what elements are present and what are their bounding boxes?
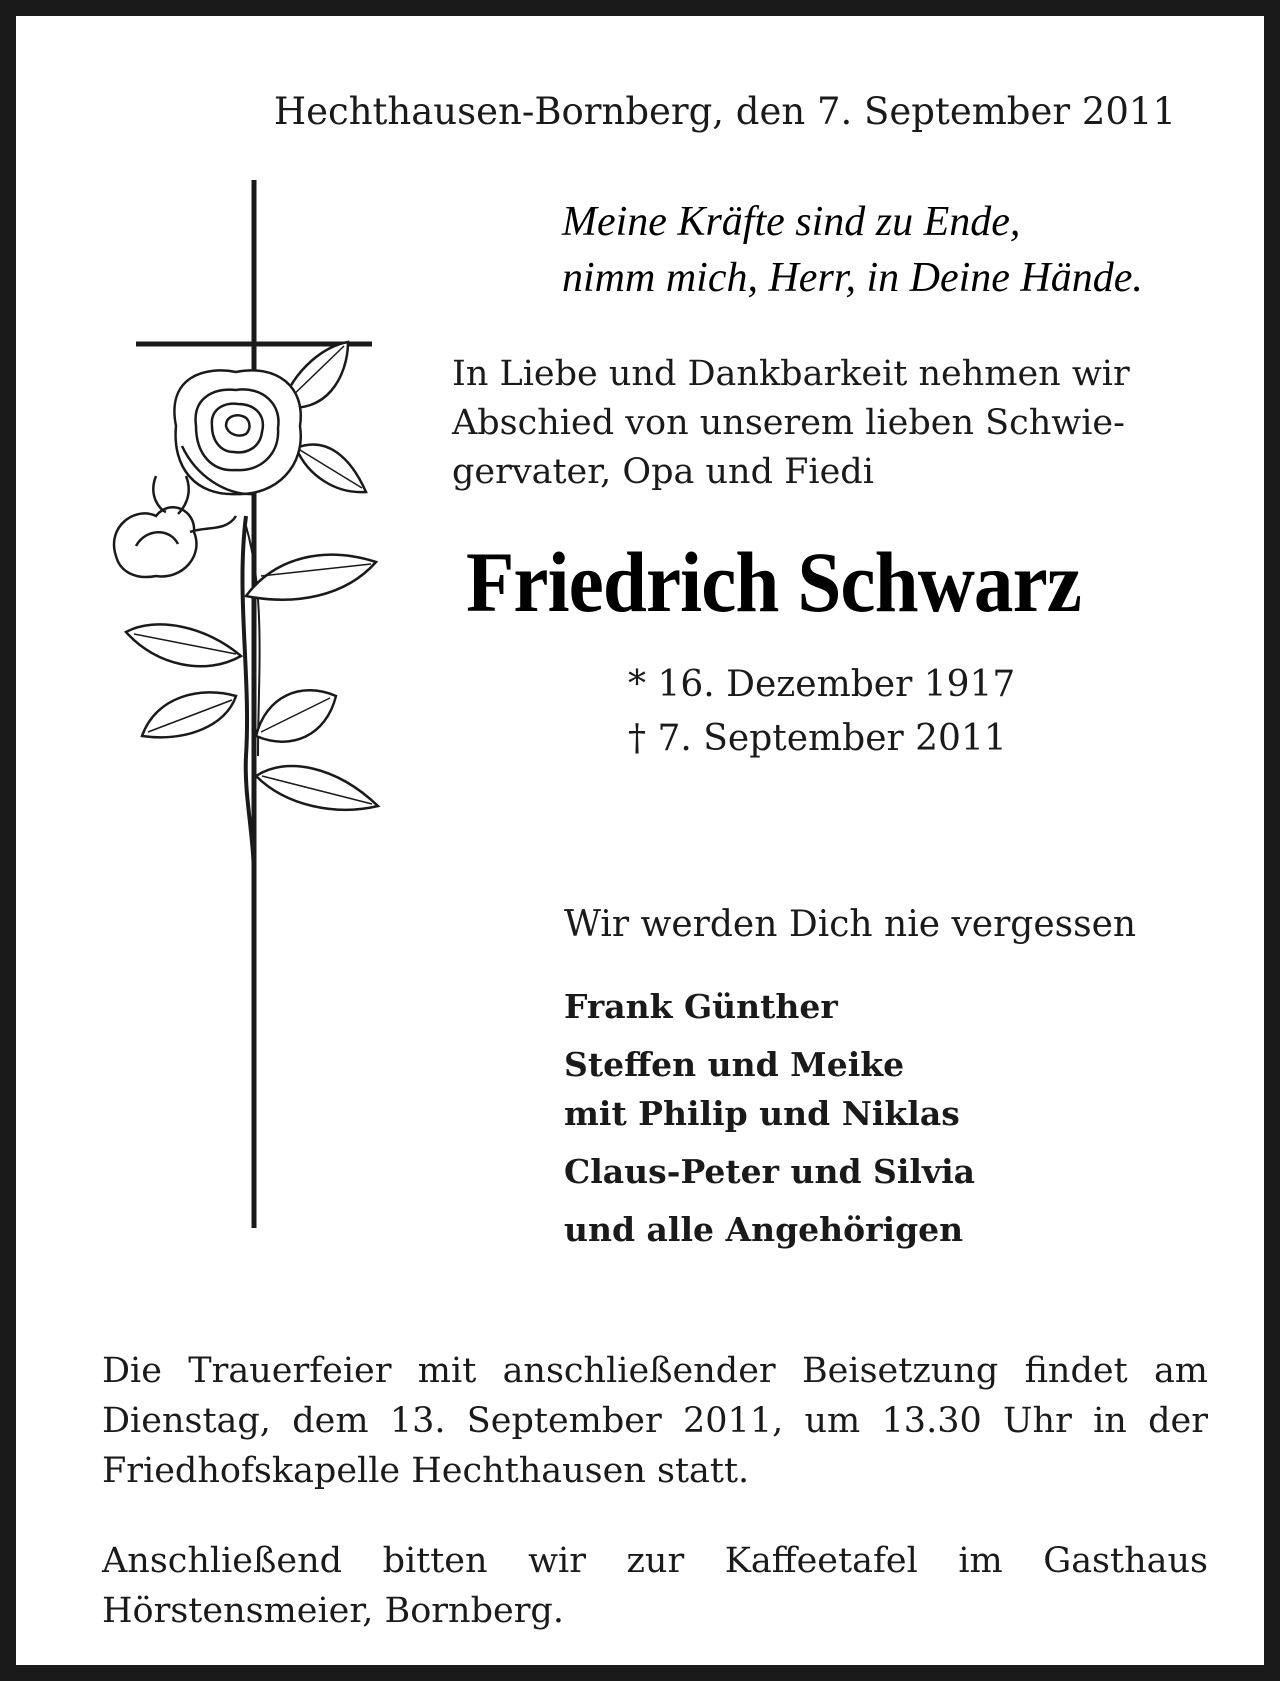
mourner-group: [564, 1205, 975, 1254]
reception-text: Anschließend bitten wir zur Kaffeetafel im Gasthaus Hörstensmeier, Bornberg.: [102, 1541, 1208, 1631]
verse-line: Meine Kräfte sind zu Ende,: [562, 199, 1021, 245]
ceremony-info: [102, 1346, 1208, 1676]
death-date: † 7. September 2011: [628, 718, 1007, 759]
intro-line: gervater, Opa und Fiedi: [452, 452, 874, 492]
mourners-list: [564, 982, 975, 1263]
rose-icon: [114, 342, 378, 876]
birth-date: * 16. Dezember 1917: [628, 664, 1016, 705]
intro-line: In Liebe und Dankbarkeit nehmen wir: [452, 354, 1130, 394]
cross-icon: [86, 176, 406, 1246]
mourner-line: Claus-Peter und Silvia: [564, 1152, 976, 1191]
ceremony-text: Die Trauerfeier mit anschließender Beisetzung findet am Dienstag, dem 13. September 2011, um 13.30 Uhr in der Friedhofskapelle Hechthausen statt.: [102, 1351, 1208, 1491]
place-date: Hechthausen-Bornberg, den 7. September 2011: [273, 90, 1176, 133]
intro-line: Abschied von unserem lieben Schwie-: [452, 403, 1125, 443]
mourner-group: [564, 982, 975, 1031]
mourner-line: und alle Angehörigen: [564, 1210, 964, 1249]
mourner-group: [564, 1040, 975, 1138]
cross-rose-illustration: [86, 176, 406, 1251]
mourner-group: [564, 1147, 975, 1196]
verse-line: nimm mich, Herr, in Deine Hände.: [562, 255, 1143, 301]
mourner-line: Steffen und Meike: [564, 1045, 905, 1084]
mourner-line: Frank Günther: [564, 987, 838, 1026]
verse: [562, 194, 1143, 306]
deceased-name: Friedrich Schwarz: [466, 534, 1081, 630]
closing-line: Wir werden Dich nie vergessen: [564, 904, 1137, 945]
intro-text: [452, 350, 1212, 497]
mourner-line: mit Philip und Niklas: [564, 1094, 960, 1133]
life-dates: [628, 658, 1015, 766]
